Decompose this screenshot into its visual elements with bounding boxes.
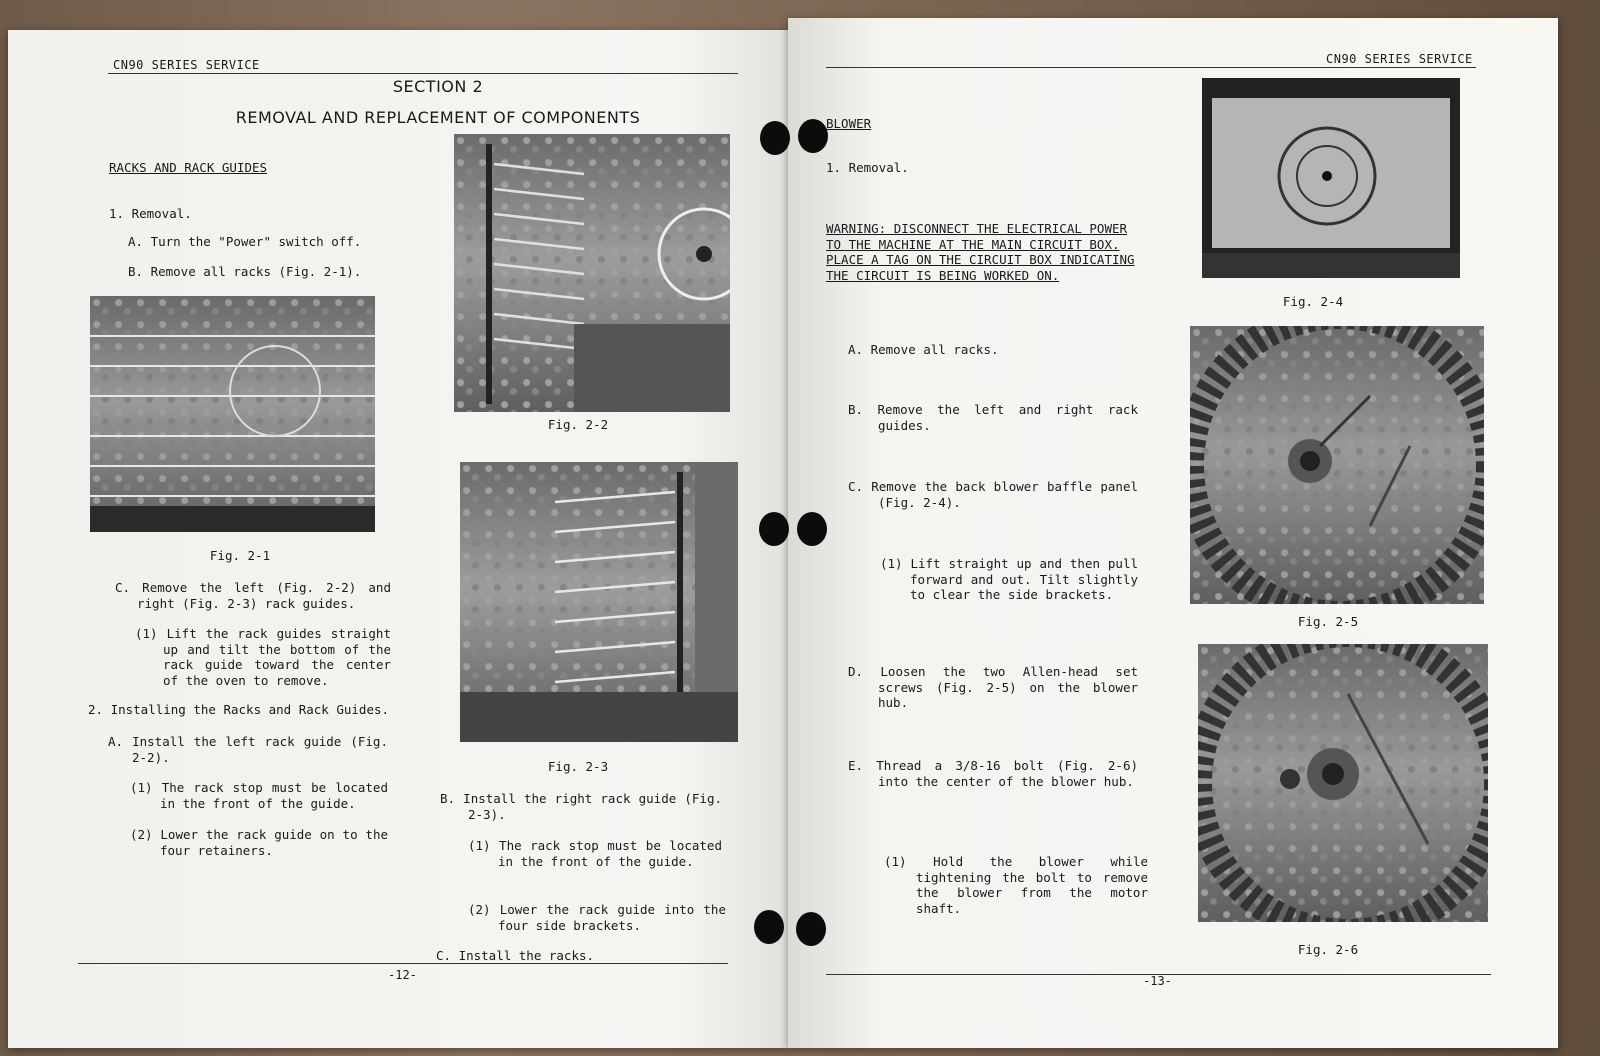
step-2a-1: (1) The rack stop must be located in the front of the guide.	[130, 780, 388, 811]
oven-rack-illustration	[90, 296, 375, 532]
step-2c: C. Install the racks.	[436, 948, 595, 963]
step-e: E. Thread a 3/8-16 bolt (Fig. 2-6) into the center of the blower hub.	[848, 758, 1138, 789]
binding-hole	[754, 910, 784, 944]
fig-2-5-caption: Fig. 2-5	[1297, 614, 1359, 629]
page-number: -12-	[388, 968, 417, 982]
step-e-1: (1) Hold the blower while tightening the bolt to remove the blower from the motor shaft.	[884, 854, 1148, 916]
header-rule	[108, 73, 738, 74]
blower-bolt-illustration	[1198, 644, 1488, 922]
step-1: 1. Removal.	[109, 206, 192, 221]
baffle-panel-illustration	[1202, 78, 1460, 278]
fig-2-4-photo	[1202, 78, 1460, 278]
binding-hole	[759, 512, 789, 546]
fig-2-6-caption: Fig. 2-6	[1297, 942, 1359, 957]
step-2b-2: (2) Lower the rack guide into the four side brackets.	[468, 902, 726, 933]
binding-hole	[760, 121, 790, 155]
footer-rule	[78, 963, 728, 964]
step-2b: B. Install the right rack guide (Fig. 2-3).	[440, 791, 722, 822]
page-header: CN90 SERIES SERVICE	[113, 58, 260, 72]
page-header: CN90 SERIES SERVICE	[1326, 52, 1473, 66]
binding-hole	[798, 119, 828, 153]
fig-2-2-photo	[454, 134, 730, 412]
section-title: SECTION 2	[392, 77, 484, 96]
fig-2-5-photo	[1190, 326, 1484, 604]
step-2a-2: (2) Lower the rack guide on to the four retainers.	[130, 827, 388, 858]
step-2a: A. Install the left rack guide (Fig. 2-2).	[108, 734, 388, 765]
step-1a: A. Turn the "Power" switch off.	[128, 234, 362, 249]
step-1c-1: (1) Lift the rack guides straight up and tilt the bottom of the rack guide toward the center of the oven to remove.	[135, 626, 391, 688]
step-2b-1: (1) The rack stop must be located in the front of the guide.	[468, 838, 722, 869]
fig-2-3-caption: Fig. 2-3	[547, 759, 609, 774]
binding-hole	[797, 512, 827, 546]
step-1c: C. Remove the left (Fig. 2-2) and right (Fig. 2-3) rack guides.	[115, 580, 391, 611]
section-subtitle: REMOVAL AND REPLACEMENT OF COMPONENTS	[235, 108, 641, 127]
step-1b: B. Remove all racks (Fig. 2-1).	[128, 264, 362, 279]
step-2: 2. Installing the Racks and Rack Guides.	[88, 702, 390, 717]
right-rack-guide-illustration	[460, 462, 738, 742]
header-rule	[826, 67, 1476, 68]
fig-2-6-photo	[1198, 644, 1488, 922]
step-d: D. Loosen the two Allen-head set screws (Fig. 2-5) on the blower hub.	[848, 664, 1138, 710]
step-1: 1. Removal.	[826, 160, 909, 175]
blower-hub-illustration	[1190, 326, 1484, 604]
step-c: C. Remove the back blower baffle panel (Fig. 2-4).	[848, 479, 1138, 510]
fig-2-1-caption: Fig. 2-1	[209, 548, 271, 563]
section-heading: RACKS AND RACK GUIDES	[109, 160, 268, 175]
left-page	[8, 30, 788, 1048]
page-number: -13-	[1143, 974, 1172, 988]
right-page	[788, 18, 1558, 1048]
fig-2-2-caption: Fig. 2-2	[547, 417, 609, 432]
step-a: A. Remove all racks.	[848, 342, 999, 357]
left-rack-guide-illustration	[454, 134, 730, 412]
fig-2-3-photo	[460, 462, 738, 742]
fig-2-1-photo	[90, 296, 375, 532]
fig-2-4-caption: Fig. 2-4	[1282, 294, 1344, 309]
step-b: B. Remove the left and right rack guides.	[848, 402, 1138, 433]
warning-text: WARNING: DISCONNECT THE ELECTRICAL POWER TO THE MACHINE AT THE MAIN CIRCUIT BOX. PLACE A TAG ON THE CIRCUIT BOX INDICATING THE CIRCUIT IS BEING WORKED ON.	[826, 221, 1135, 283]
step-c-1: (1) Lift straight up and then pull forward and out. Tilt slightly to clear the side brackets.	[880, 556, 1138, 602]
binding-hole	[796, 912, 826, 946]
section-heading: BLOWER	[826, 116, 872, 131]
